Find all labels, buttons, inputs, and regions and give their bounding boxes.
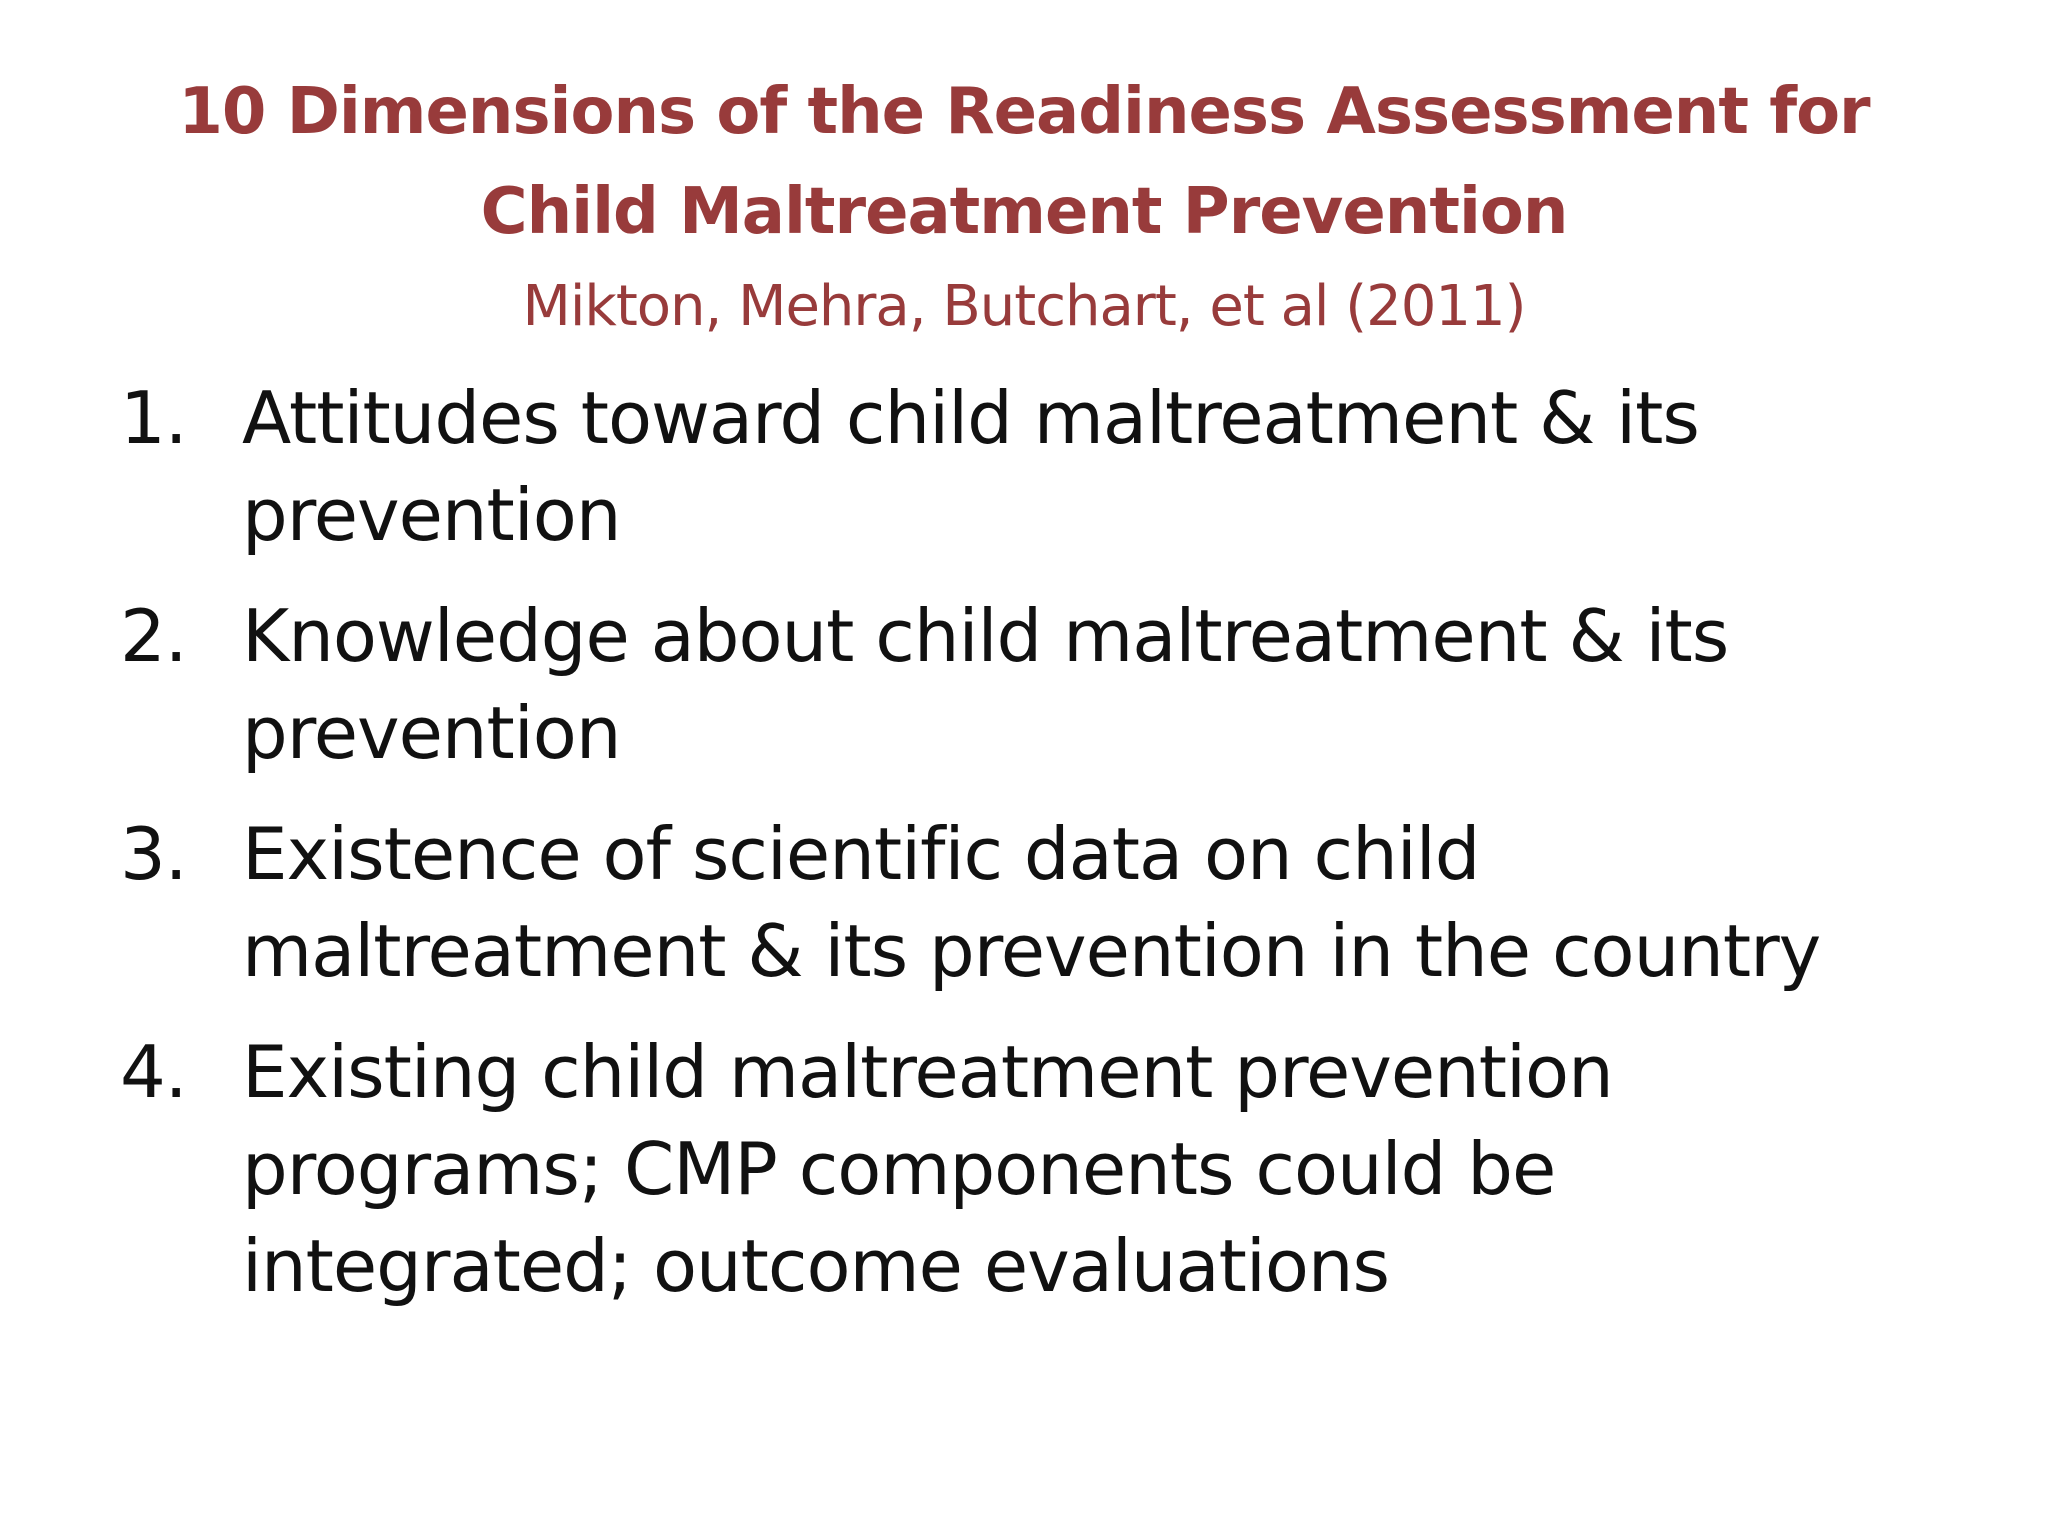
list-number: 1. bbox=[120, 376, 187, 460]
list-item-1 bbox=[120, 370, 2000, 564]
list-item-4 bbox=[120, 1024, 2000, 1315]
list-item-text-line: Attitudes toward child maltreatment & its bbox=[242, 376, 1699, 460]
list-item-3 bbox=[120, 806, 2000, 1000]
list-item-text-line: prevention bbox=[242, 473, 621, 557]
list-item-2 bbox=[120, 588, 2000, 782]
list-item-text-line: prevention bbox=[242, 691, 621, 775]
list-item-text-line: Knowledge about child maltreatment & its bbox=[242, 594, 1729, 678]
list-item-text-line: maltreatment & its prevention in the country bbox=[242, 909, 1821, 993]
list-item-text-line: integrated; outcome evaluations bbox=[242, 1224, 1390, 1308]
slide-title-line-1: 10 Dimensions of the Readiness Assessment for bbox=[178, 75, 1870, 149]
title-block bbox=[0, 62, 2048, 350]
list-item-text-line: programs; CMP components could be bbox=[242, 1127, 1556, 1211]
slide-title-line-2: Child Maltreatment Prevention bbox=[480, 175, 1568, 249]
list-number: 4. bbox=[120, 1030, 187, 1114]
dimensions-list bbox=[120, 370, 2000, 1339]
list-item-text-line: Existing child maltreatment prevention bbox=[242, 1030, 1613, 1114]
slide-subtitle-citation: Mikton, Mehra, Butchart, et al (2011) bbox=[522, 274, 1526, 339]
list-number: 2. bbox=[120, 594, 187, 678]
list-number: 3. bbox=[120, 812, 187, 896]
list-item-text-line: Existence of scientific data on child bbox=[242, 812, 1480, 896]
